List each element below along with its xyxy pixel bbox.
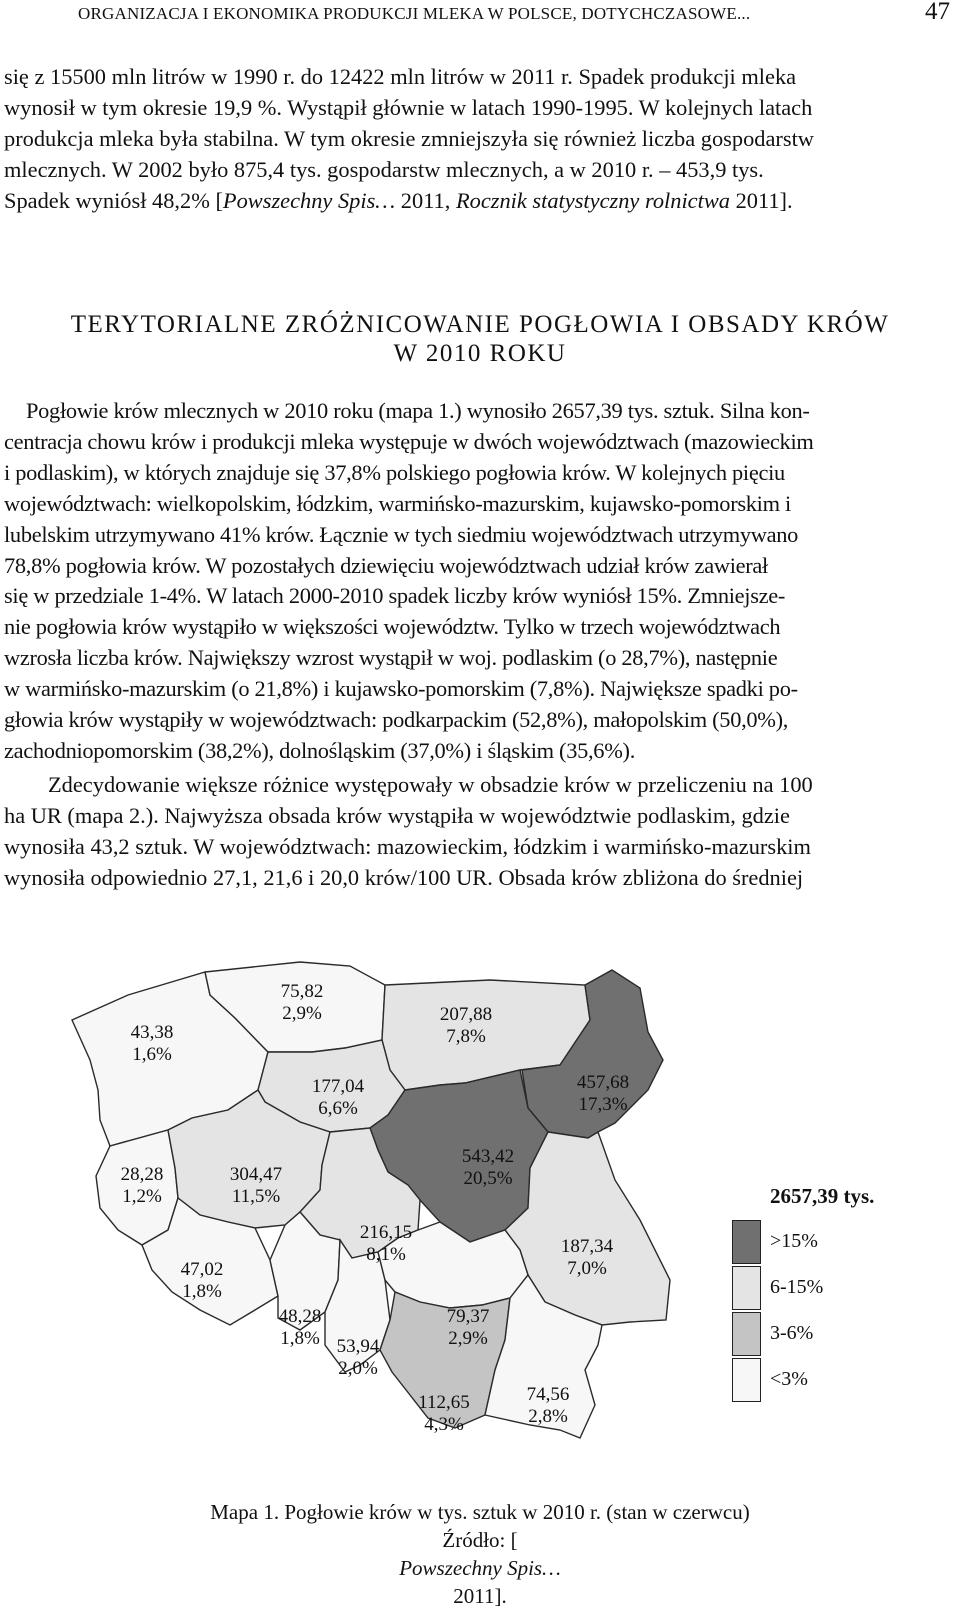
figure-caption xyxy=(0,1498,960,1610)
region-label-malopolskie xyxy=(418,1392,470,1435)
region-value: 457,68 xyxy=(576,1072,630,1093)
region-value: 47,02 xyxy=(180,1259,224,1280)
region-value: 187,34 xyxy=(560,1236,614,1257)
region-value: 543,42 xyxy=(461,1146,515,1167)
paragraph-cow-density xyxy=(4,770,956,894)
text-line: Pogłowie krów mlecznych w 2010 roku (mapa 1.) wynosiło 2657,39 tys. sztuk. Silna kon- xyxy=(26,398,810,423)
region-share: 11,5% xyxy=(231,1186,281,1207)
region-label-zachodniopomorskie xyxy=(131,1022,174,1065)
legend-swatch xyxy=(732,1358,761,1402)
caption-line: Mapa 1. Pogłowie krów w tys. sztuk w 2010 r. (stan w czerwcu) xyxy=(210,1500,750,1524)
text-line: wzrosła liczba krów. Największy wzrost wystąpił w woj. podlaskim (o 28,7%), następnie xyxy=(4,645,778,671)
page-number: 47 xyxy=(925,0,950,25)
legend-item xyxy=(730,1220,930,1266)
text-line: w warmińsko-mazurskim (o 21,8%) i kujawsko-pomorskim (7,8%). Największe spadki po- xyxy=(4,676,798,702)
legend-swatch xyxy=(732,1266,761,1310)
text-line: zachodniopomorskim (38,2%), dolnośląskim (37,0%) i śląskim (35,6%). xyxy=(4,737,636,763)
running-head xyxy=(78,0,958,30)
region-value: 304,47 xyxy=(229,1164,283,1185)
region-label-dolnoslaskie xyxy=(181,1259,224,1302)
text-line: wynosił w tym okresie 19,9 %. Wystąpił głównie w latach 1990-1995. W kolejnych latach xyxy=(4,94,813,120)
region-value: 48,28 xyxy=(278,1306,322,1327)
legend-swatch xyxy=(732,1220,761,1264)
legend-label: 6-15% xyxy=(770,1276,824,1298)
region-value: 28,28 xyxy=(120,1164,164,1185)
region-value: 75,82 xyxy=(280,981,324,1002)
region-share: 6,6% xyxy=(318,1098,358,1119)
region-share: 20,5% xyxy=(463,1168,513,1189)
citation-italic: Rocznik statystyczny rolnictwa xyxy=(455,187,730,213)
region-label-podkarpackie xyxy=(527,1384,570,1427)
region-share: 2,9% xyxy=(282,1003,322,1024)
text-line: Zdecydowanie większe różnice występowały w obsadzie krów w przeliczeniu na 100 xyxy=(48,772,813,797)
region-value: 79,37 xyxy=(446,1306,490,1327)
citation-italic: Powszechny Spis… xyxy=(222,187,396,213)
text-line: wynosiła odpowiednio 27,1, 21,6 i 20,0 krów/100 UR. Obsada krów zbliżona do średniej xyxy=(4,864,804,890)
text-line: województwach: wielkopolskim, łódzkim, warmińsko-mazurskim, kujawsko-pomorskim i xyxy=(4,490,791,516)
region-share: 1,6% xyxy=(132,1044,172,1065)
map-svg xyxy=(0,940,720,1460)
map-legend xyxy=(730,1180,930,1420)
region-share: 1,8% xyxy=(182,1281,222,1302)
legend-label: >15% xyxy=(770,1230,818,1252)
text-line: i podlaskim), w których znajduje się 37,8% polskiego pogłowia krów. W kolejnych pięciu xyxy=(4,459,785,485)
region-value: 74,56 xyxy=(526,1384,570,1405)
text-line: ha UR (mapa 2.). Najwyższa obsada krów wystąpiła w województwie podlaskim, gdzie xyxy=(4,802,790,828)
section-heading-line: TERYTORIALNE ZRÓŻNICOWANIE POGŁOWIA I OBSADY KRÓW xyxy=(70,311,890,338)
legend-total: 2657,39 tys. xyxy=(770,1184,875,1208)
legend-label: <3% xyxy=(770,1368,808,1390)
section-heading-line: W 2010 ROKU xyxy=(393,340,567,367)
region-label-opolskie xyxy=(279,1306,322,1349)
text-line: nie pogłowia krów wystąpiło w większości województw. Tylko w trzech województwach xyxy=(4,614,781,640)
legend-item xyxy=(730,1358,930,1404)
source-italic: Powszechny Spis… xyxy=(399,1556,561,1580)
region-label-slaskie xyxy=(337,1336,380,1379)
region-label-lodzkie xyxy=(360,1222,412,1265)
region-label-warminsko-mazurskie xyxy=(440,1004,492,1047)
region-share: 2,9% xyxy=(448,1328,488,1349)
text-line: głowia krów wystąpiły w województwach: podkarpackim (52,8%), małopolskim (50,0%), xyxy=(4,707,789,733)
text-line: lubelskim utrzymywano 41% krów. Łącznie w tych siedmiu województwach utrzymywano xyxy=(4,521,799,547)
region-share: 8,1% xyxy=(366,1244,406,1265)
caption-source: Źródło: [ Powszechny Spis… 2011]. xyxy=(399,1528,561,1608)
region-label-lubelskie xyxy=(561,1236,614,1279)
region-value: 177,04 xyxy=(311,1076,365,1097)
region-label-pomorskie xyxy=(281,981,324,1024)
region-label-wielkopolskie xyxy=(230,1164,282,1207)
legend-item xyxy=(730,1312,930,1358)
legend-swatch xyxy=(732,1312,761,1356)
text-line: wynosiła 43,2 sztuk. W województwach: mazowieckim, łódzkim i warmińsko-mazurskim xyxy=(4,833,811,859)
text-line: się w przedziale 1-4%. W latach 2000-2010 spadek liczby krów wyniósł 15%. Zmniejsze- xyxy=(4,583,786,609)
region-label-lubuskie xyxy=(121,1164,164,1207)
region-label-swietokrzyskie xyxy=(447,1306,490,1349)
region-share: 7,0% xyxy=(567,1258,607,1279)
region-value: 53,94 xyxy=(336,1336,380,1357)
text-line: centracja chowu krów i produkcji mleka występuje w dwóch województwach (mazowieckim xyxy=(4,428,814,454)
region-share: 17,3% xyxy=(578,1094,628,1115)
region-label-mazowieckie xyxy=(462,1146,514,1189)
text-line: 78,8% pogłowia krów. W pozostałych dziewięciu województwach udział krów zawierał xyxy=(4,552,768,578)
paragraph-production-decline xyxy=(4,62,956,217)
region-share: 4,3% xyxy=(424,1414,464,1435)
region-value: 112,65 xyxy=(418,1392,470,1413)
legend-label: 3-6% xyxy=(770,1322,814,1344)
region-share: 2,8% xyxy=(528,1406,568,1427)
paragraph-cow-population xyxy=(4,396,956,767)
region-share: 7,8% xyxy=(446,1026,486,1047)
region-share: 1,2% xyxy=(122,1186,162,1207)
region-label-kujawsko-pomorskie xyxy=(312,1076,365,1119)
legend-item xyxy=(730,1266,930,1312)
region-share: 1,8% xyxy=(280,1328,320,1349)
region-value: 207,88 xyxy=(439,1004,493,1025)
section-heading xyxy=(0,310,960,368)
text-line: mlecznych. W 2002 było 875,4 tys. gospodarstw mlecznych, a w 2010 r. – 453,9 tys. xyxy=(4,156,764,182)
region-label-podlaskie xyxy=(577,1072,629,1115)
region-value: 216,15 xyxy=(359,1222,413,1243)
running-head-title: ORGANIZACJA I EKONOMIKA PRODUKCJI MLEKA W POLSCE, DOTYCHCZASOWE... xyxy=(78,4,751,23)
region-value: 43,38 xyxy=(130,1022,174,1043)
region-share: 2,0% xyxy=(338,1358,378,1379)
text-line: się z 15500 mln litrów w 1990 r. do 12422 mln litrów w 2011 r. Spadek produkcji mleka xyxy=(4,64,797,89)
text-line: produkcja mleka była stabilna. W tym okresie zmniejszyła się również liczba gospodarstw xyxy=(4,125,814,151)
text-line-citation: Spadek wyniósł 48,2% [Powszechny Spis… 2011, Rocznik statystyczny rolnictwa 2011]. xyxy=(4,187,793,213)
